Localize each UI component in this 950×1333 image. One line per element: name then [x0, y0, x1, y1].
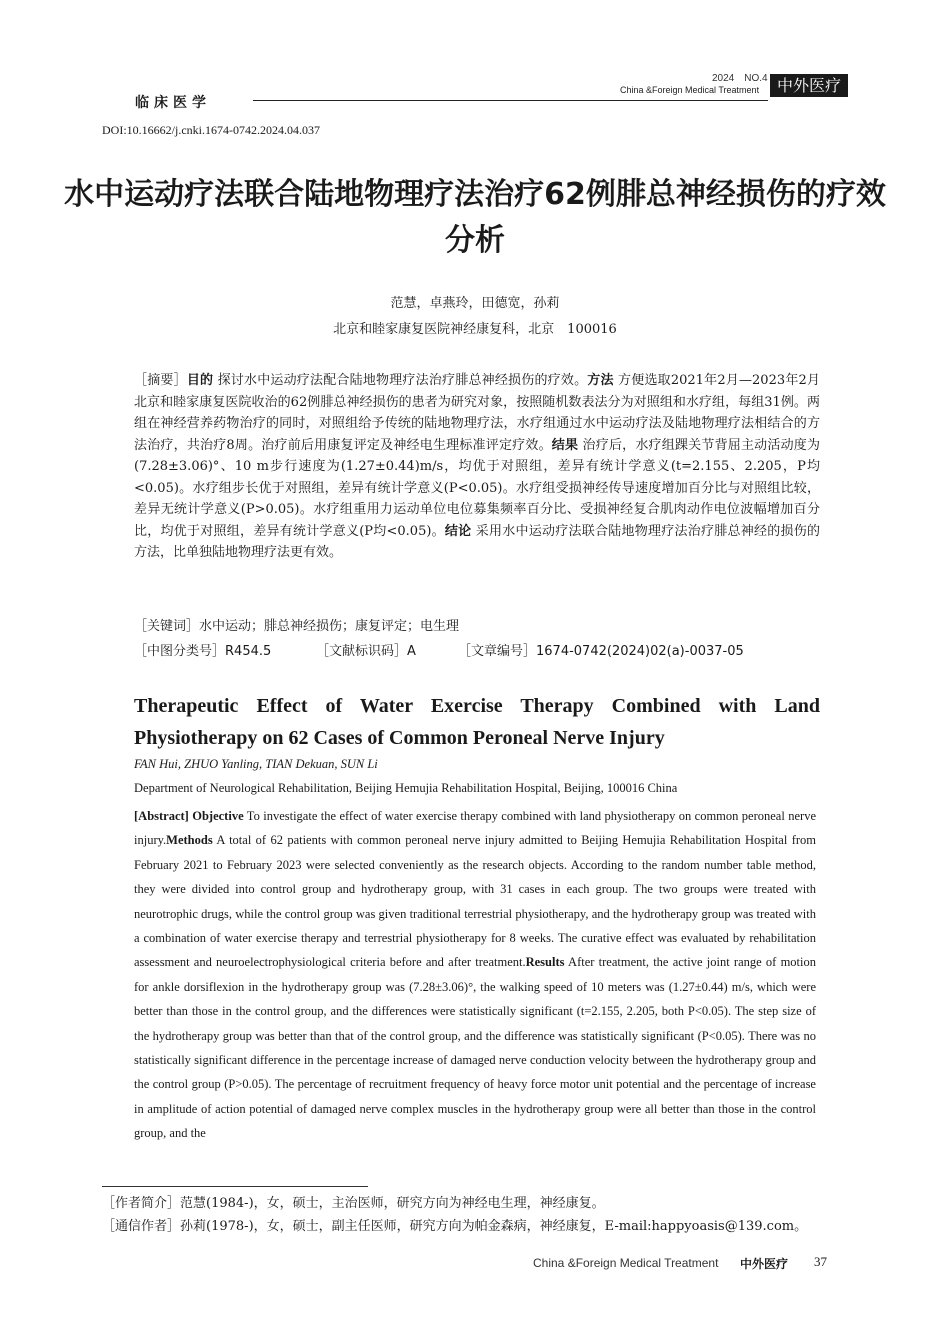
corresponding-text: 孙莉(1978-)，女，硕士，副主任医师，研究方向为帕金森病，神经康复，E-mail:happyoasis@139.com。: [180, 1219, 808, 1234]
doi: DOI:10.16662/j.cnki.1674-0742.2024.04.037: [102, 123, 320, 137]
article-number-cell: [458, 640, 744, 659]
clc-cell: [134, 640, 316, 659]
clc-value: R454.5: [225, 644, 272, 659]
methods-en-text: A total of 62 patients with common peroneal nerve injury admitted to Beijing Hemujia Rehabilitation Hospital from February 2021 to February 2023 were selected conveniently as the research objects. According to the random number table method, they were divided into control group and hydrotherapy group, with 31 cases in each group. The two groups were treated with neurotrophic drugs, while the control group was given traditional terrestrial physiotherapy, and the hydrotherapy group was treated with a combination of water exercise therapy and terrestrial physiotherapy for 8 weeks. The curative effect was evaluated by rehabilitation assessment and neuroelectrophysiological criteria before and after treatment.: [134, 833, 816, 970]
methods-en-tag: Methods: [166, 833, 213, 848]
footer-journal-en: China &Foreign Medical Treatment: [533, 1256, 719, 1270]
corresponding-author-note: [102, 1215, 807, 1234]
authors-cn: 范慧，卓燕玲，田德宽，孙莉: [390, 296, 560, 311]
author-note-label: ［作者简介］: [102, 1196, 181, 1211]
abstract-label: ［摘要］: [134, 373, 187, 388]
issue-number: 2024 NO.4: [712, 73, 768, 84]
methods-text: 方便选取2021年2月—2023年2月北京和睦家康复医院收治的62例腓总神经损伤的患者为研究对象，按照随机数表法分为对照组和水疗组，每组31例。两组在神经营养药物治疗的同时，对照组给予传统的陆地物理疗法，水疗组通过水中运动疗法及陆地物理疗法相结合的方法治疗，共治疗8周。治疗前后用康复评定及神经电生理标准评定疗效。: [134, 373, 821, 453]
footnote-rule: [102, 1186, 368, 1187]
results-tag: 结果: [551, 437, 579, 453]
title-cn: 水中运动疗法联合陆地物理疗法治疗62例腓总神经损伤的疗效分析: [64, 177, 886, 258]
doc-code-label: ［文献标识码］: [316, 644, 408, 659]
abstract-en-label: [Abstract] Objective: [134, 809, 244, 823]
section-label: 临床医学: [135, 95, 211, 111]
results-en-text: After treatment, the active joint range of motion for ankle dorsiflexion in the hydrotherapy group was (7.28±3.06)°, the walking speed of 10 meters was (1.27±0.44) m/s, which were better than those in the control group, and the differences were statistically significant (t=2.155, 2.205, both P<0.05). The step size of the hydrotherapy group was better than that of the control group, and the difference was statistically significant (P<0.05). There was no statistically significant difference in the percentage increase of damaged nerve conduction velocity between the hydrotherapy group and the control group (P>0.05). The percentage of recruitment frequency of heavy force motor unit potential and the percentage of increase in amplitude of action potential of damaged nerve complex muscles in the hydrotherapy group were all better than those in the control group, and the: [134, 955, 816, 1141]
results-text: 治疗后，水疗组踝关节背屈主动活动度为(7.28±3.06)°、10 m步行速度为(1.27±0.44)m/s，均优于对照组，差异有统计学意义(t=2.155、2.205，P均<0.05)。水疗组步长优于对照组，差异有统计学意义(P<0.05)。水疗组受损神经传导速度增加百分比与对照组比较，差异无统计学意义(P>0.05)。水疗组重用力运动单位电位募集频率百分比、受损神经复合肌肉动作电位波幅增加百分比，均优于对照组，差异有统计学意义(P均<0.05)。: [134, 437, 820, 539]
clc-label: ［中图分类号］: [134, 644, 226, 659]
doc-code-cell: [316, 640, 458, 659]
journal-name-en: China &Foreign Medical Treatment: [620, 85, 760, 95]
conclusion-text: 采用水中运动疗法联合陆地物理疗法治疗腓总神经的损伤的方法，比单独陆地物理疗法更有效。: [134, 523, 820, 560]
objective-text: 探讨水中运动疗法配合陆地物理疗法治疗腓总神经损伤的疗效。: [213, 373, 588, 388]
journal-logo: 中外医疗: [770, 74, 848, 97]
classification-row: [134, 640, 834, 659]
keywords-text: 水中运动；腓总神经损伤；康复评定；电生理: [199, 619, 460, 634]
abstract-en: [134, 804, 816, 1146]
objective-tag: 目的: [186, 373, 214, 388]
results-en-tag: Results: [525, 955, 565, 970]
authors-en: FAN Hui, ZHUO Yanling, TIAN Dekuan, SUN Li: [134, 757, 378, 771]
affiliation-en: Department of Neurological Rehabilitation, Beijing Hemujia Rehabilitation Hospital, Beijing, 100016 China: [134, 781, 678, 795]
footer-journal-cn: 中外医疗: [740, 1257, 789, 1271]
title-en: Therapeutic Effect of Water Exercise Therapy Combined with Land Physiotherapy on 62 Cases of Common Peroneal Nerve Injury: [134, 695, 820, 749]
abstract-cn: [134, 370, 820, 564]
methods-tag: 方法: [587, 373, 614, 388]
keywords-label: ［关键词］: [134, 619, 200, 634]
article-number-value: 1674-0742(2024)02(a)-0037-05: [536, 644, 744, 659]
article-number-label: ［文章编号］: [458, 644, 537, 659]
keywords-cn: [134, 615, 459, 634]
author-note: [102, 1192, 605, 1211]
doc-code-value: A: [407, 644, 416, 659]
conclusion-tag: 结论: [444, 523, 472, 539]
affiliation-cn: 北京和睦家康复医院神经康复科，北京 100016: [333, 322, 617, 337]
page-number: 37: [814, 1254, 827, 1269]
objective-en-text: To investigate the effect of water exercise therapy combined with land physiotherapy on common peroneal nerve injury.: [134, 809, 816, 848]
header-rule: [253, 100, 768, 101]
corresponding-label: ［通信作者］: [102, 1219, 181, 1234]
author-note-text: 范慧(1984-)，女，硕士，主治医师，研究方向为神经电生理，神经康复。: [180, 1196, 605, 1211]
